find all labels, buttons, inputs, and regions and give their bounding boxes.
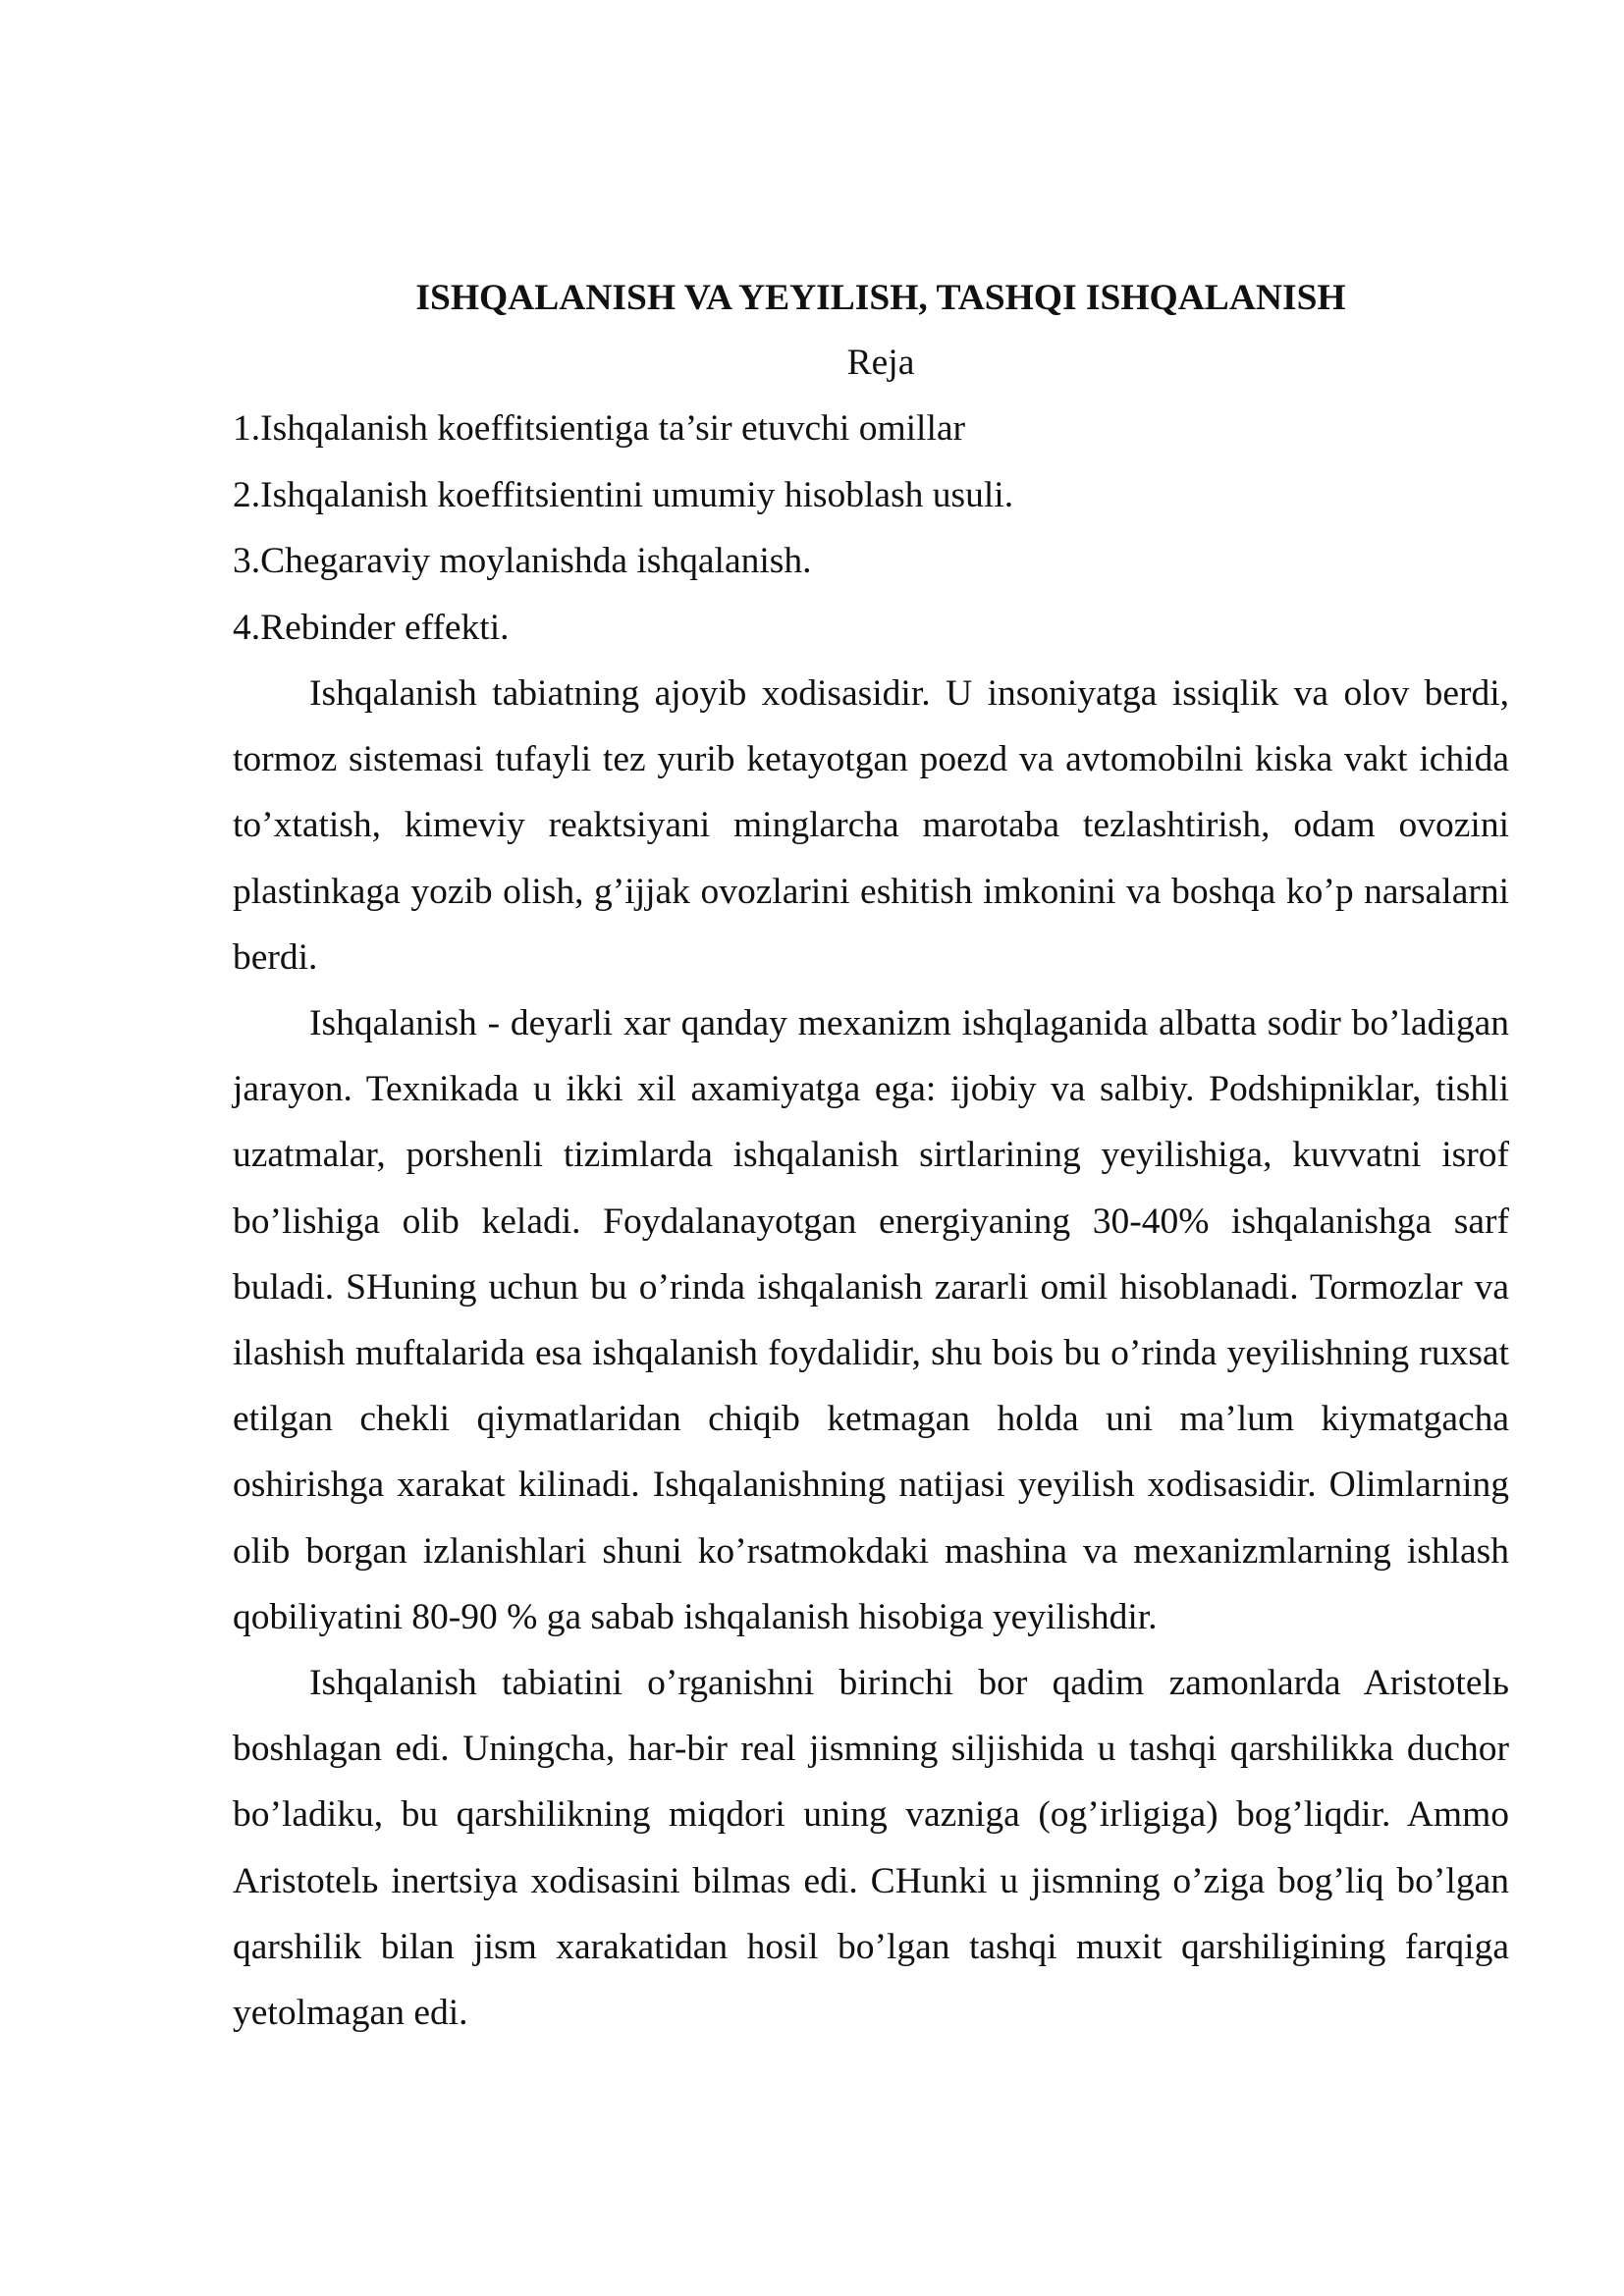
plan-item: 4.Rebinder effekti. [233,607,510,648]
plan-item: 1.Ishqalanish koeffitsientiga ta’sir etuvchi omillar [233,408,966,449]
document-page [233,267,1509,2046]
body-paragraph-intro: Ishqalanish tabiatning ajoyib xodisasidir. U insoniyatga issiqlik va olov berdi, tormoz sistemasi tufayli tez yurib ketayotgan poezd va avtomobilni kiska vakt ichida to’xtatish, kimeviy reaktsiyani minglarcha marotaba tezlashtirish, odam ovozini plastinkaga yozib olish, g’ijjak ovozlarini eshitish imkonini va boshqa ko’p narsalarni berdi. [233,673,1509,978]
plan-item: 2.Ishqalanish koeffitsientini umumiy hisoblash usuli. [233,474,1014,515]
document-title: ISHQALANISH VA YEYILISH, TASHQI ISHQALANISH [415,278,1346,318]
body-paragraph-history: Ishqalanish tabiatini o’rganishni birinchi bor qadim zamonlarda Aristotelь boshlagan edi. Uningcha, har-bir real jismning siljishida u tashqi qarshilikka duchor bo’ladiku, bu qarshilikning miqdori uning vazniga (og’irligiga) bog’liqdir. Ammo Aristotelь inertsiya xodisasini bilmas edi. CHunki u jismning o’ziga bog’liq bo’lgan qarshilik bilan jism xarakatidan hosil bo’lgan tashqi muxit qarshiligining farqiga yetolmagan edi. [233,1663,1509,2034]
plan-list [233,396,1509,661]
body-paragraph-mechanisms: Ishqalanish - deyarli xar qanday mexanizm ishqlaganida albatta sodir bo’ladigan jarayon. Texnikada u ikki xil axamiyatga ega: ijobiy va salbiy. Podshipniklar, tishli uzatmalar, porshenli tizimlarda ishqalanish sirtlarining yeyilishiga, kuvvatni isrof bo’lishiga olib keladi. Foydalanayotgan energiyaning 30-40% ishqalanishga sarf buladi. SHuning uchun bu o’rinda ishqalanish zararli omil hisoblanadi. Tormozlar va ilashish muftalarida esa ishqalanish foydalidir, shu bois bu o’rinda yeyilishning ruxsat etilgan chekli qiymatlaridan chiqib ketmagan holda uni ma’lum kiymatgacha oshirishga xarakat kilinadi. Ishqalanishning natijasi yeyilish xodisasidir. Olimlarning olib borgan izlanishlari shuni ko’rsatmokdaki mashina va mexanizmlarning ishlash qobiliyatini 80-90 % ga sabab ishqalanish hisobiga yeyilishdir. [233,1003,1509,1637]
plan-heading: Reja [846,343,915,383]
plan-item: 3.Chegaraviy moylanishda ishqalanish. [233,541,812,581]
